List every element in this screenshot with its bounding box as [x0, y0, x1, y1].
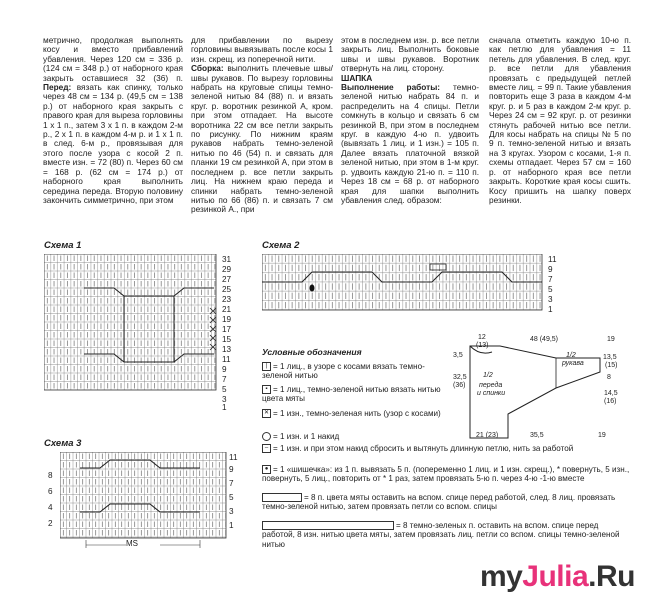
- label-front: переда: [479, 382, 503, 389]
- legend-item-8: = 8 темно-зеленых п. оставить на вспом. спице перед работой, 8 изн. нитью цвета мяты, затем провязать лиц. петли со вспом. спицы темно-зеленой нитью: [262, 521, 620, 549]
- dim-13-5: 13,5: [603, 354, 617, 361]
- dim-36: (36): [453, 382, 466, 389]
- yarn-over-symbol-icon: [262, 432, 271, 441]
- dim-3-5: 3,5: [453, 352, 463, 359]
- legend-item-3: ✕ = 1 изн., темно-зеленая нить (узор с косами): [263, 409, 441, 418]
- legend-item-4: = 1 изн. и 1 накид: [262, 432, 442, 441]
- cable-back-symbol-icon: [262, 521, 394, 530]
- label-half: 1/2: [483, 372, 493, 379]
- dim-21-23: 21 (23): [476, 432, 499, 439]
- scheme-2-grid: [262, 254, 547, 314]
- label-sleeve: рукава: [562, 360, 584, 367]
- dim-32-5: 32,5: [453, 374, 467, 381]
- knit-mint-symbol-icon: ▪: [262, 385, 271, 394]
- scheme-3-grid: [60, 452, 230, 552]
- cable-front-symbol-icon: [262, 493, 302, 502]
- scheme-1-grid: [44, 254, 224, 404]
- dim-35-5: 35,5: [530, 432, 544, 439]
- scheme-1-title: Схема 1: [44, 240, 82, 251]
- legend-item-2: ▪ = 1 лиц., темно-зеленой нитью вязать нитью цвета мяты: [262, 385, 441, 404]
- bobble-symbol-icon: ●: [262, 465, 271, 474]
- text-column-4: сначала отметить каждую 10-ю п. как петлю для убавления = 11 петель для убавления. В след. круг. р. все петли для убавления провязать с предыдущей петлей вместе лиц. = 99 п. Такие убавления повторить еще 3 раза в каждом 4-м круг. р. и 5 раз в каждом 2-м круг. р. Через 24 см = 92 круг. р. от резинки стянуть рабочей нитью все петли. Для косы набрать на спицы № 5 по 9 п. темно-зеленой нитью и вязать на 3 кругах. Узором с косами, 1-я п. схемы отпадает. Через 57 см = 160 р. от наборного края все петли закрыть. Короткие края косы сшить. Косу пришить на шапку поверх резинки.: [489, 35, 631, 205]
- knit-symbol-icon: |: [262, 362, 271, 371]
- legend-title: Условные обозначения: [262, 347, 362, 357]
- text-column-2: для прибавлении по вырезу горловины вывязывать после косы 1 изн. скрещ. из поперечной нити. Сборка: выполнить плечевые швы/швы рукавов. По вырезу горловины набрать на круговые спицы темно-зеленой нитью 84 (88) п. и вязать круг. р. воротник резинкой А, кром. при этом отпадает. На высоте воротника 22 см все петли закрыть по рисунку. По нижним краям рукавов набрать темно-зеленой нитью по 46 (54) п. и связать для планки 19 см резинкой А, при этом в последнем р. все петли закрыть лиц. На нижнем краю переда и спинки набрать темно-зеленой нитью по 66 (86) п. и связать 7 см резинкой А., при: [191, 35, 333, 215]
- dim-8: 8: [607, 374, 611, 381]
- dim-48: 48 (49,5): [530, 336, 559, 343]
- legend-item-7: = 8 п. цвета мяты оставить на вспом. спице перед работой, след. 8 лиц. провязать темно-зеленой нитью, затем провязать петли со вспом. спицы: [262, 493, 616, 512]
- text-column-3: этом в последнем изн. р. все петли закрыть лиц. Выполнить боковые швы и швы рукавов. Воротник отвернуть на лиц. сторону. ШАПКА Выполнение работы: темно-зеленой нитью набрать 84 п. и распределить на 4 спицы. Петли сомкнуть в кольцо и связать 6 см резинкой В, при этом в последнем круг. в каждую 4-ю п. удвоить (вывязать 1 лиц. и 1 изн.) = 105 п. Далее вязать платочной вязкой зеленой нитью, при этом в 1-м круг. р. удвоить каждую 21-ю п. = 110 п. Через 18 см = 68 р. от наборного края для шапки выполнить убавления след. образом:: [341, 35, 479, 205]
- long-loop-symbol-icon: –: [262, 444, 271, 453]
- legend-item-5: – = 1 изн. и при этом накид сбросить и вытянуть длинную петлю, нить за работой: [262, 444, 632, 453]
- label-sleeve-half: 1/2: [566, 352, 576, 359]
- legend-item-6: ● = 1 «шишечка»: из 1 п. вывязать 5 п. (попеременно 1 лиц. и 1 изн. скрещ.), * повернуть, 5 изн., повернуть, 5 лиц., повторить от * 1 раз, затем провязать 5-ю п. через 4-ю -1-ю вместе: [262, 465, 630, 484]
- dim-15: (15): [605, 362, 618, 369]
- label-and-back: и спинки: [477, 390, 506, 397]
- ms-label: MS: [126, 539, 138, 548]
- dim-12: 12: [478, 334, 486, 341]
- scheme-2-title: Схема 2: [262, 240, 300, 251]
- dim-14-5: 14,5: [604, 390, 618, 397]
- dim-19-b: 19: [598, 432, 606, 439]
- legend-item-1: | = 1 лиц., в узоре с косами вязать темно-зеленой нитью: [262, 362, 425, 381]
- watermark-logo: myJulia.Ru: [479, 560, 635, 593]
- dim-19: 19: [607, 336, 615, 343]
- dim-16: (16): [604, 398, 617, 405]
- scheme-3-title: Схема 3: [44, 438, 82, 449]
- dim-13: (13): [476, 342, 489, 349]
- text-column-1: метрично, продолжая выполнять косу и вместо прибавлений убавления. Через 120 см = 336 р. (124 см = 348 р.) от наборного края закрыть оставшиеся 32 (36) п. Перед: вязать как спинку, только через 48 см = 134 р. (49,5 см = 138 р.) от наборного края закрыть с правого края для выреза горловины 1 х 1 п., затем 3 х 1 п. в каждом 2-м р., 2 х 1 п. в каждом 4-м р. и 1 х 1 п. в след. 6-м р., провязывая для этого после узора с косой 2 п. вместе изн. = 72 (80) п. Через 60 см = 168 р. (62 см = 174 р.) от наборного края выполнить середина переда. Вторую половину закончить симметрично, при этом: [43, 35, 183, 205]
- purl-x-symbol-icon: ✕: [263, 410, 270, 417]
